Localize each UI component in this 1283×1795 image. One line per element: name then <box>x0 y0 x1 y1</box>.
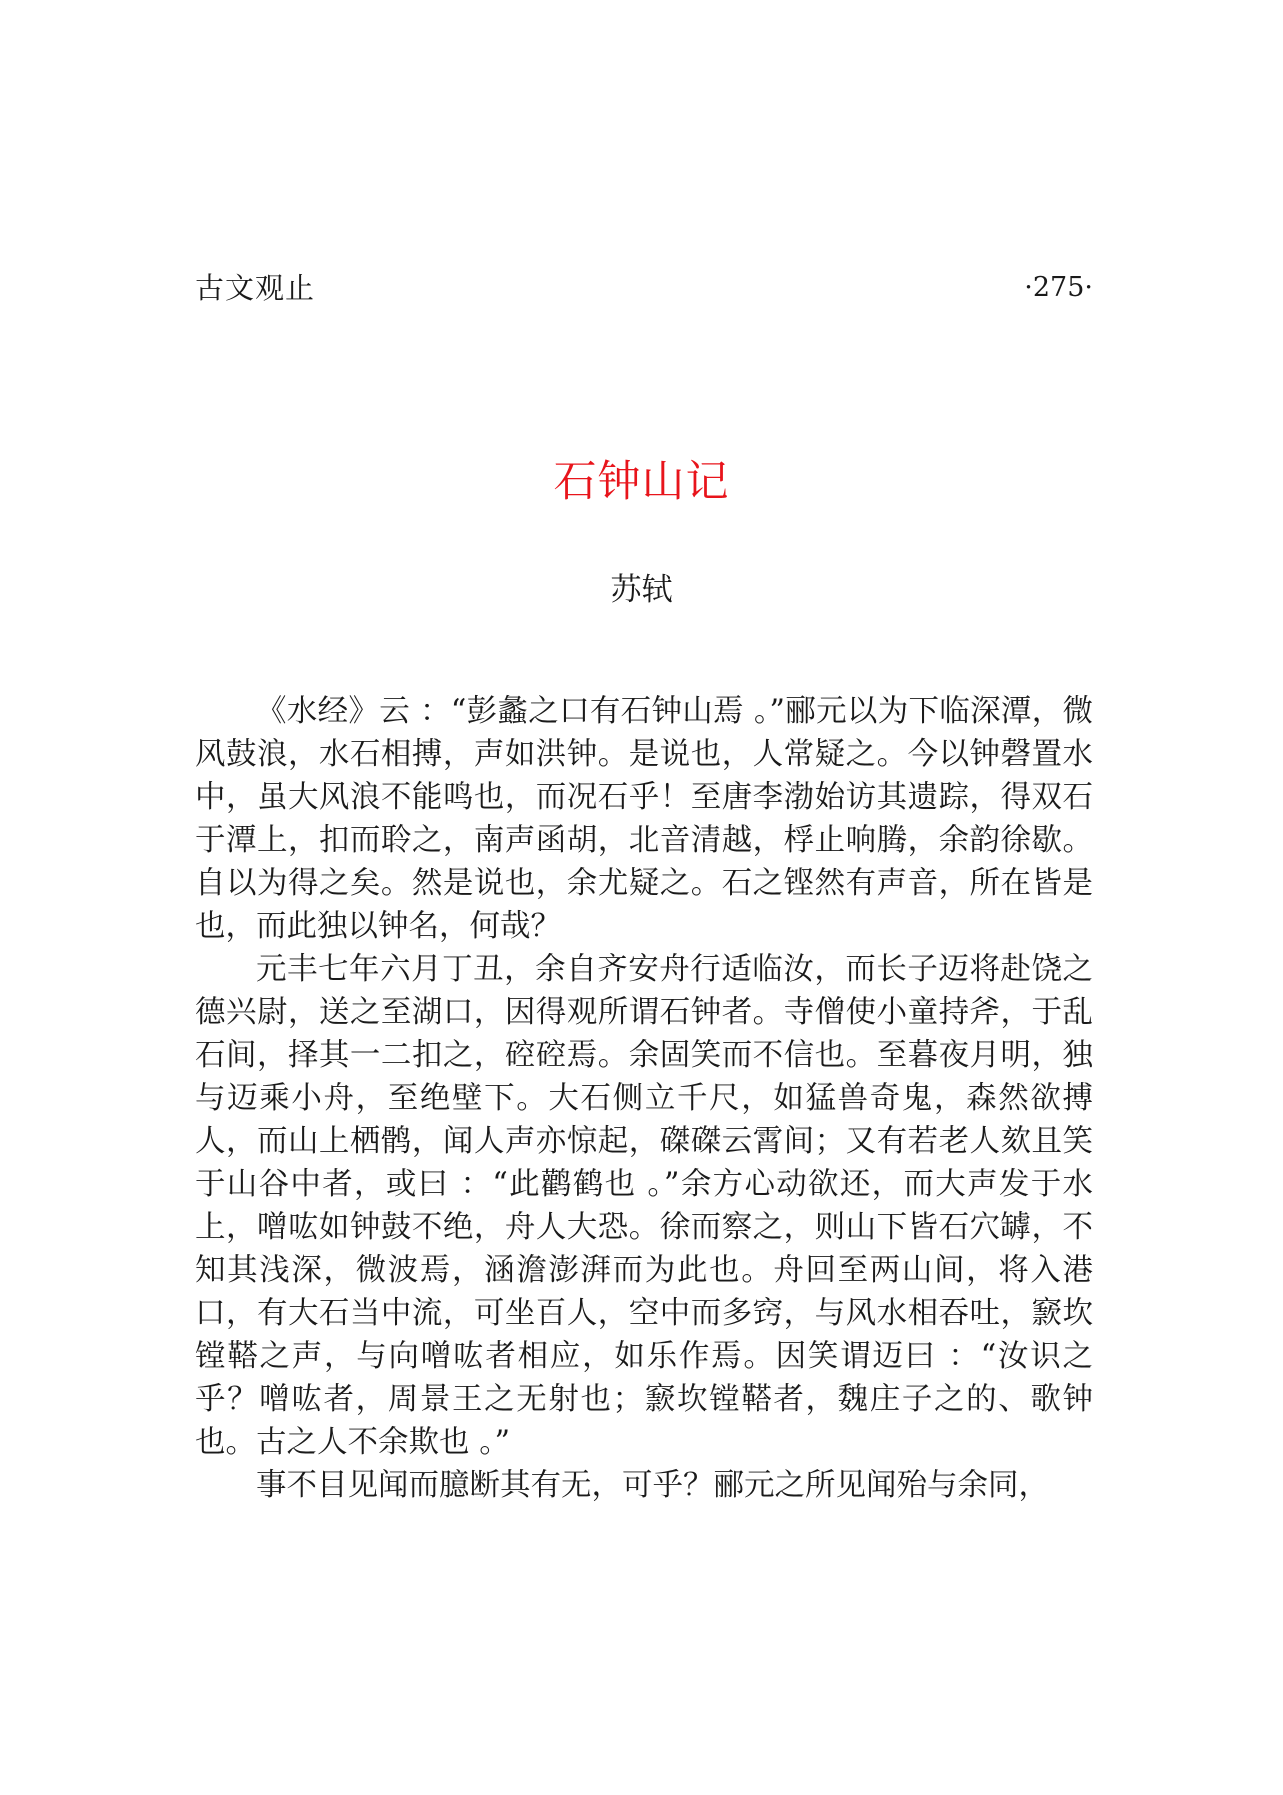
running-header <box>195 268 1093 308</box>
article-title: 石钟山记 <box>553 457 730 507</box>
page-number: ·275· <box>1024 272 1093 303</box>
paragraph-1: 《水经》云 ：“彭蠡之口有石钟山焉 。”郦元以为下临深潭，微风鼓浪，水石相搏，声如洪钟。是说也，人常疑之。今以钟磬置水中，虽大风浪不能鸣也，而况石乎！至唐李渤始访其遗踪，得双石于潭上，扣而聆之，南声函胡，北音清越，桴止响腾，余韵徐歇。自以为得之矣。然是说也，余尤疑之。石之铿然有声音，所在皆是也，而此独以钟名，何哉？ <box>195 694 1093 944</box>
article-author: 苏轼 <box>610 572 673 608</box>
paragraph-3: 事不目见闻而臆断其有无，可乎？郦元之所见闻殆与余同， <box>256 1468 1049 1503</box>
book-title: 古文观止 <box>195 271 316 305</box>
article-body <box>195 690 1093 1507</box>
paragraph-2: 元丰七年六月丁丑，余自齐安舟行适临汝，而长子迈将赴饶之德兴尉，送之至湖口，因得观所谓石钟者。寺僧使小童持斧，于乱石间，择其一二扣之，硿硿焉。余固笑而不信也。至暮夜月明，独与迈乘小舟，至绝壁下。大石侧立千尺，如猛兽奇鬼，森然欲搏人，而山上栖鹘，闻人声亦惊起，磔磔云霄间；又有若老人欬且笑于山谷中者，或曰 ：“此鹳鹤也 。”余方心动欲还，而大声发于水上，噌吰如钟鼓不绝，舟人大恐。徐而察之，则山下皆石穴罅，不知其浅深，微波焉，涵澹澎湃而为此也。舟回至两山间，将入港口，有大石当中流，可坐百人，空中而多窍，与风水相吞吐，窾坎镗鞳之声，与向噌吰者相应，如乐作焉。因笑谓迈曰 ：“汝识之乎？噌吰者，周景王之无射也；窾坎镗鞳者，魏庄子之的、歌钟也。古之人不余欺也 。” <box>195 952 1093 1460</box>
